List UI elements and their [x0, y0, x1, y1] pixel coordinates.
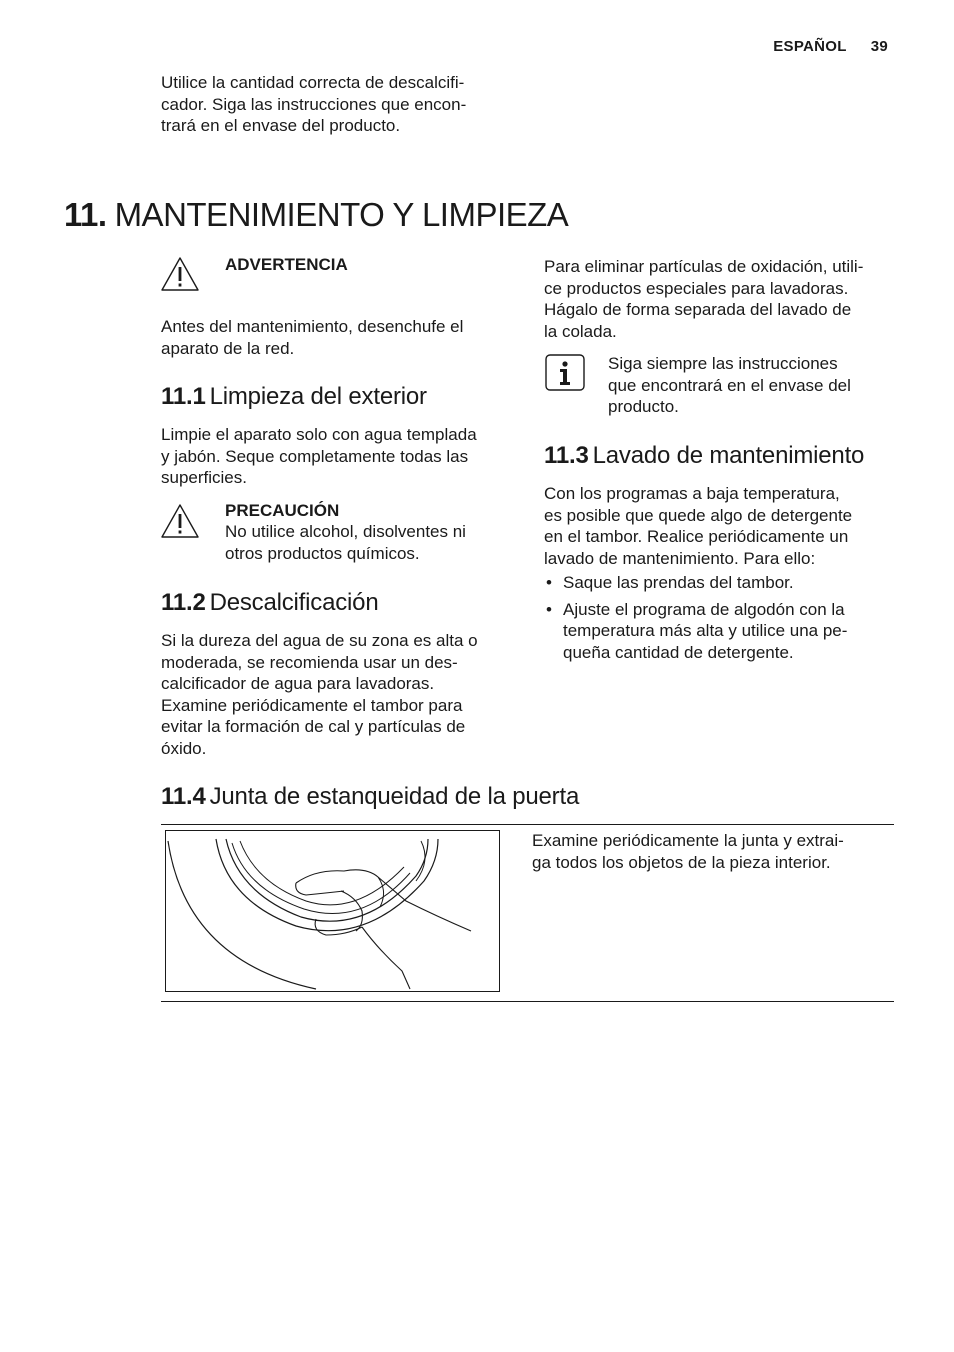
- page-number: 39: [870, 38, 888, 55]
- chapter-heading: [64, 196, 568, 234]
- info-icon: [545, 354, 585, 391]
- section-11-2-text: Si la dureza del agua de su zona es alta o moderada, se recomienda usar un des- calcificador de agua para lavadoras. Examine periódicamente el tambor para evitar la formación de cal y partículas de óxido.: [161, 631, 478, 758]
- list-item: • Saque las prendas del tambor.: [544, 572, 904, 594]
- warning-triangle-icon: [160, 503, 200, 539]
- info-text: Siga siempre las instrucciones que encontrará en el envase del producto.: [608, 354, 851, 416]
- section-11-3-text: Con los programas a baja temperatura, es posible que quede algo de detergente en el tambor. Realice periódicamente un lavado de mantenimiento. Para ello:: [544, 484, 853, 568]
- header-language: ESPAÑOL: [773, 38, 847, 55]
- section-title: Junta de estanqueidad de la puerta: [209, 783, 580, 810]
- caution-text: No utilice alcohol, disolventes ni otros productos químicos.: [225, 522, 466, 563]
- section-11-3-heading: [544, 442, 864, 470]
- table-top-rule: [161, 824, 894, 825]
- section-number: 11.1: [161, 383, 206, 410]
- warning-triangle-icon: [160, 256, 200, 292]
- section-11-4-heading: [161, 783, 579, 811]
- door-seal-illustration: [165, 830, 500, 992]
- table-bottom-rule: [161, 1001, 894, 1002]
- section-number: 11.4: [161, 783, 206, 810]
- chapter-number: 11.: [64, 196, 107, 233]
- warning-text: Antes del mantenimiento, desenchufe el aparato de la red.: [161, 317, 464, 358]
- section-number: 11.2: [161, 589, 206, 616]
- chapter-title: MANTENIMIENTO Y LIMPIEZA: [114, 196, 569, 233]
- oxidation-paragraph: Para eliminar partículas de oxidación, utili- ce productos especiales para lavadoras. Hágalo de forma separada del lavado de la colada.: [544, 257, 864, 341]
- section-number: 11.3: [544, 442, 589, 469]
- section-title: Limpieza del exterior: [209, 383, 427, 410]
- warning-label: ADVERTENCIA: [225, 255, 348, 274]
- list-item: • Ajuste el programa de algodón con la temperatura más alta y utilice una pe- queña cantidad de detergente.: [544, 599, 904, 664]
- page-header: [773, 38, 888, 55]
- maintenance-steps-list: [544, 572, 904, 668]
- section-title: Lavado de mantenimiento: [592, 442, 865, 469]
- section-title: Descalcificación: [209, 589, 379, 616]
- section-11-1-text: Limpie el aparato solo con agua templada y jabón. Seque completamente todas las superficies.: [161, 425, 477, 487]
- section-11-1-heading: [161, 383, 427, 411]
- section-11-2-heading: [161, 589, 378, 617]
- intro-paragraph: Utilice la cantidad correcta de descalcifi- cador. Siga las instrucciones que encon- trará en el envase del producto.: [161, 73, 467, 135]
- section-11-4-text: Examine periódicamente la junta y extrai- ga todos los objetos de la pieza interior.: [532, 831, 844, 872]
- caution-label: PRECAUCIÓN: [225, 501, 340, 520]
